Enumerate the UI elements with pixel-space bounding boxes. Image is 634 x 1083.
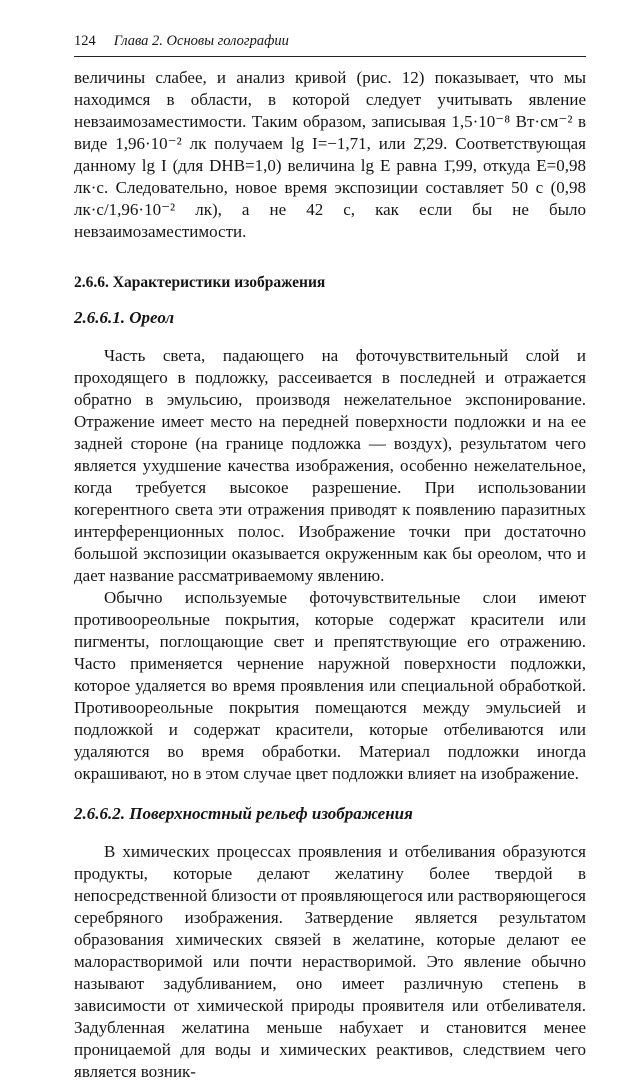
- surface-relief-paragraph: В химических процессах проявления и отбеливания образуются продукты, которые делают желатину более твердой в непосредственной близости от проявляющегося или растворяющегося серебряного изображения. Затвердение является результатом образования химических связей в желатине, которые делают ее малорастворимой или почти нерастворимой. Это явление обычно называют задубливанием, оно имеет различную степень в зависимости от химической природы проявителя или отбеливателя. Задубленная желатина меньше набухает и становится менее проницаемой для воды и химических реактивов, следствием чего является возник-: [74, 842, 586, 1081]
- running-head: [74, 32, 586, 50]
- subsection-heading-halo: 2.6.6.1. Ореол: [74, 308, 175, 327]
- intro-paragraph: величины слабее, и анализ кривой (рис. 12) показывает, что мы находимся в области, в которой следует учитывать явление невзаимозаместимости. Таким образом, записывая 1,5·10⁻⁸ Вт·см⁻² в виде 1,96·10⁻² лк получаем lg I=−1,71, или 2̄,29. Соответствующая данному lg I (для DНВ=1,0) величина lg E равна 1̄,99, откуда E=0,98 лк·с. Следовательно, новое время экспозиции составляет 50 с (0,98 лк·с/1,96·10⁻² лк), а не 42 с, как если бы не было невзаимозаместимости.: [74, 68, 586, 241]
- page-number: 124: [74, 33, 96, 49]
- section-heading: 2.6.6. Характеристики изображения: [74, 274, 326, 291]
- chapter-title: Глава 2. Основы голографии: [113, 33, 289, 49]
- halo-paragraph-2: Обычно используемые фоточувствительные слои имеют противоореольные покрытия, которые содержат красители или пигменты, поглощающие свет и препятствующие его отражению. Часто применяется чернение наружной поверхности подложки, которое удаляется во время проявления или специальной обработкой. Противоореольные покрытия помещаются между эмульсией и подложкой и содержат красители, которые отбеливаются или удаляются во время обработки. Материал подложки иногда окрашивают, но в этом случае цвет подложки влияет на изображение.: [74, 588, 586, 783]
- header-divider: [74, 56, 586, 57]
- subsection-heading-surface-relief: 2.6.6.2. Поверхностный рельеф изображения: [74, 804, 413, 823]
- halo-paragraph-1: Часть света, падающего на фоточувствительный слой и проходящего в подложку, рассеивается в последней и отражается обратно в эмульсию, производя нежелательное экспонирование. Отражение имеет место на передней поверхности подложки и на ее задней стороне (на границе подложка — воздух), результатом чего является ухудшение качества изображения, особенно нежелательное, когда требуется высокое разрешение. При использовании когерентного света эти отражения приводят к появлению паразитных интерференционных полос. Изображение точки при достаточно большой экспозиции оказывается окруженным как бы ореолом, что и дает название рассматриваемому явлению.: [74, 346, 586, 585]
- book-page: [74, 32, 586, 1083]
